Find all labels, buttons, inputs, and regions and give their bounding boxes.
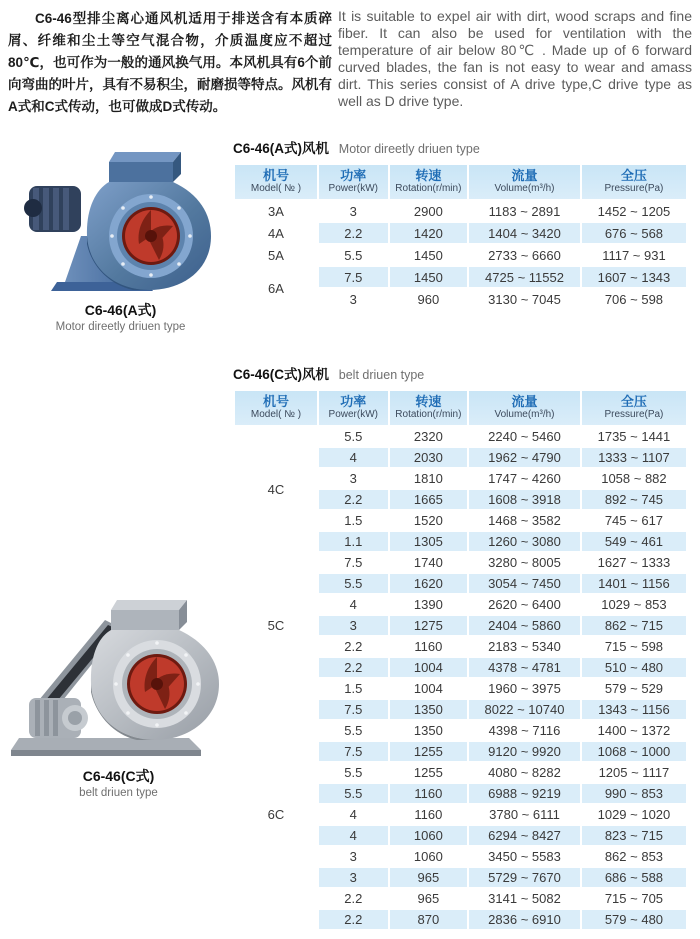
data-cell: 3 [319,289,388,309]
data-cell: 5.5 [319,574,388,593]
data-cell: 6294 ~ 8427 [469,826,580,845]
spec-table-a [233,163,688,311]
figure-fan-c [6,592,231,799]
data-cell: 2240 ~ 5460 [469,427,580,446]
data-cell: 1.1 [319,532,388,551]
data-cell: 2030 [390,448,468,467]
table-a-body [235,201,686,309]
data-cell: 1390 [390,595,468,614]
data-cell: 862 ~ 715 [582,616,686,635]
model-cell: 4A [235,223,317,243]
table-c-title [233,363,688,383]
model-cell: 6C [235,700,317,929]
data-cell: 1260 ~ 3080 [469,532,580,551]
data-cell: 1343 ~ 1156 [582,700,686,719]
data-cell: 2836 ~ 6910 [469,910,580,929]
data-cell: 1117 ~ 931 [582,245,686,265]
data-cell: 5.5 [319,245,388,265]
data-cell: 5.5 [319,721,388,740]
data-cell: 579 ~ 480 [582,910,686,929]
data-cell: 4725 ~ 11552 [469,267,580,287]
table-row [235,201,686,221]
data-cell: 7.5 [319,267,388,287]
data-cell: 3 [319,469,388,488]
data-cell: 2183 ~ 5340 [469,637,580,656]
figure-a-subcaption: Motor direetly driuen type [55,321,186,333]
data-cell: 745 ~ 617 [582,511,686,530]
data-cell: 1420 [390,223,468,243]
table-a-title [233,137,688,157]
table-c-title-en: belt driuen type [338,368,425,382]
data-cell: 1029 ~ 853 [582,595,686,614]
data-cell: 686 ~ 588 [582,868,686,887]
column-header: 机号 Model( № ) [235,391,317,425]
data-cell: 1205 ~ 1117 [582,763,686,782]
data-cell: 2.2 [319,490,388,509]
motor-icon [29,698,88,738]
column-header: 转速 Rotation(r/min) [390,391,468,425]
column-header: 全压 Pressure(Pa) [582,391,686,425]
column-header: 全压 Pressure(Pa) [582,165,686,199]
data-cell: 1350 [390,721,468,740]
data-cell: 7.5 [319,553,388,572]
data-cell: 1160 [390,805,468,824]
data-cell: 1029 ~ 1020 [582,805,686,824]
data-cell: 1665 [390,490,468,509]
data-cell: 1004 [390,679,468,698]
data-cell: 2320 [390,427,468,446]
figure-fan-a [18,148,223,333]
table-row [235,553,686,572]
model-cell: 6A [235,267,317,309]
data-cell: 7.5 [319,700,388,719]
data-cell: 1255 [390,742,468,761]
data-cell: 5.5 [319,784,388,803]
data-cell: 5.5 [319,763,388,782]
column-header: 功率 Power(kW) [319,391,388,425]
data-cell: 8022 ~ 10740 [469,700,580,719]
data-cell: 1404 ~ 3420 [469,223,580,243]
header-row [235,391,686,425]
data-cell: 960 [390,289,468,309]
data-cell: 4080 ~ 8282 [469,763,580,782]
column-header: 流量 Volume(m³/h) [469,391,580,425]
data-cell: 1350 [390,700,468,719]
data-cell: 1520 [390,511,468,530]
data-cell: 1450 [390,267,468,287]
data-cell: 1607 ~ 1343 [582,267,686,287]
data-cell: 2.2 [319,889,388,908]
data-cell: 579 ~ 529 [582,679,686,698]
data-cell: 1450 [390,245,468,265]
data-cell: 2733 ~ 6660 [469,245,580,265]
data-cell: 1183 ~ 2891 [469,201,580,221]
data-cell: 4378 ~ 4781 [469,658,580,677]
table-row [235,267,686,287]
data-cell: 510 ~ 480 [582,658,686,677]
table-row [235,245,686,265]
data-cell: 1160 [390,637,468,656]
column-header: 转速 Rotation(r/min) [390,165,468,199]
data-cell: 3054 ~ 7450 [469,574,580,593]
data-cell: 1401 ~ 1156 [582,574,686,593]
data-cell: 4 [319,826,388,845]
table-a-block [233,137,688,311]
data-cell: 990 ~ 853 [582,784,686,803]
model-cell: 5C [235,553,317,698]
data-cell: 2.2 [319,658,388,677]
figure-a-caption: C6-46(A式) [84,302,157,318]
motor-icon [24,186,81,232]
table-row [235,427,686,446]
data-cell: 1452 ~ 1205 [582,201,686,221]
data-cell: 1060 [390,847,468,866]
data-cell: 4398 ~ 7116 [469,721,580,740]
data-cell: 965 [390,868,468,887]
data-cell: 3141 ~ 5082 [469,889,580,908]
data-cell: 1275 [390,616,468,635]
data-cell: 1.5 [319,679,388,698]
data-cell: 3280 ~ 8005 [469,553,580,572]
data-cell: 1740 [390,553,468,572]
model-cell: 3A [235,201,317,221]
table-c-block [233,363,688,931]
data-cell: 4 [319,805,388,824]
data-cell: 3450 ~ 5583 [469,847,580,866]
column-header: 功率 Power(kW) [319,165,388,199]
data-cell: 1962 ~ 4790 [469,448,580,467]
intro-paragraph-english: It is suitable to expel air with dirt, wood scraps and fine fiber. It can also be used for ventilation with the temperature of air below 80℃ . Made up of 6 forward curved blades, the fan is not easy to wear and amass dirt. This series consist of A drive type,C drive type as well as D drive type. [338,8,692,109]
intro-paragraph-chinese: C6-46型排尘离心通风机适用于排送含有本质碎屑、纤维和尘土等空气混合物，介质温度应不超过80℃，也可作为一般的通风换气用。本风机具有6个前向弯曲的叶片，具有不易积尘，耐磨损等特点。风机有A式和C式传动，也可做成D式传动。 [8,11,332,114]
table-c-body [235,427,686,929]
data-cell: 2.2 [319,910,388,929]
data-cell: 2620 ~ 6400 [469,595,580,614]
data-cell: 715 ~ 598 [582,637,686,656]
data-cell: 823 ~ 715 [582,826,686,845]
data-cell: 2.2 [319,637,388,656]
data-cell: 3 [319,868,388,887]
data-cell: 5.5 [319,427,388,446]
data-cell: 1160 [390,784,468,803]
figure-c-caption: C6-46(C式) [82,768,155,784]
data-cell: 1305 [390,532,468,551]
data-cell: 1810 [390,469,468,488]
data-cell: 1620 [390,574,468,593]
table-a-title-en: Motor direetly driuen type [338,142,480,156]
data-cell: 1608 ~ 3918 [469,490,580,509]
data-cell: 1058 ~ 882 [582,469,686,488]
data-cell: 549 ~ 461 [582,532,686,551]
data-cell: 1333 ~ 1107 [582,448,686,467]
data-cell: 870 [390,910,468,929]
fan-c-image [9,592,229,764]
data-cell: 1627 ~ 1333 [582,553,686,572]
data-cell: 1.5 [319,511,388,530]
data-cell: 715 ~ 705 [582,889,686,908]
table-a-header [235,165,686,199]
data-cell: 9120 ~ 9920 [469,742,580,761]
data-cell: 2900 [390,201,468,221]
data-cell: 676 ~ 568 [582,223,686,243]
data-cell: 1068 ~ 1000 [582,742,686,761]
data-cell: 706 ~ 598 [582,289,686,309]
data-cell: 6988 ~ 9219 [469,784,580,803]
data-cell: 1004 [390,658,468,677]
data-cell: 1468 ~ 3582 [469,511,580,530]
model-cell: 5A [235,245,317,265]
data-cell: 5729 ~ 7670 [469,868,580,887]
table-a-title-cn: C6-46(A式)风机 [233,141,330,156]
table-c-title-cn: C6-46(C式)风机 [233,367,330,382]
figure-c-subcaption: belt driuen type [79,787,158,799]
data-cell: 3 [319,201,388,221]
data-cell: 7.5 [319,742,388,761]
data-cell: 1255 [390,763,468,782]
data-cell: 1747 ~ 4260 [469,469,580,488]
data-cell: 4 [319,448,388,467]
column-header: 机号 Model( № ) [235,165,317,199]
data-cell: 2404 ~ 5860 [469,616,580,635]
data-cell: 862 ~ 853 [582,847,686,866]
table-row [235,700,686,719]
spec-table-c [233,389,688,931]
data-cell: 892 ~ 745 [582,490,686,509]
column-header: 流量 Volume(m³/h) [469,165,580,199]
data-cell: 1960 ~ 3975 [469,679,580,698]
data-cell: 965 [390,889,468,908]
data-cell: 2.2 [319,223,388,243]
data-cell: 1060 [390,826,468,845]
data-cell: 3 [319,616,388,635]
fan-a-image [23,148,218,298]
data-cell: 1400 ~ 1372 [582,721,686,740]
data-cell: 4 [319,595,388,614]
data-cell: 1735 ~ 1441 [582,427,686,446]
data-cell: 3 [319,847,388,866]
table-row [235,223,686,243]
data-cell: 3780 ~ 6111 [469,805,580,824]
data-cell: 3130 ~ 7045 [469,289,580,309]
model-cell: 4C [235,427,317,551]
header-row [235,165,686,199]
table-c-header [235,391,686,425]
